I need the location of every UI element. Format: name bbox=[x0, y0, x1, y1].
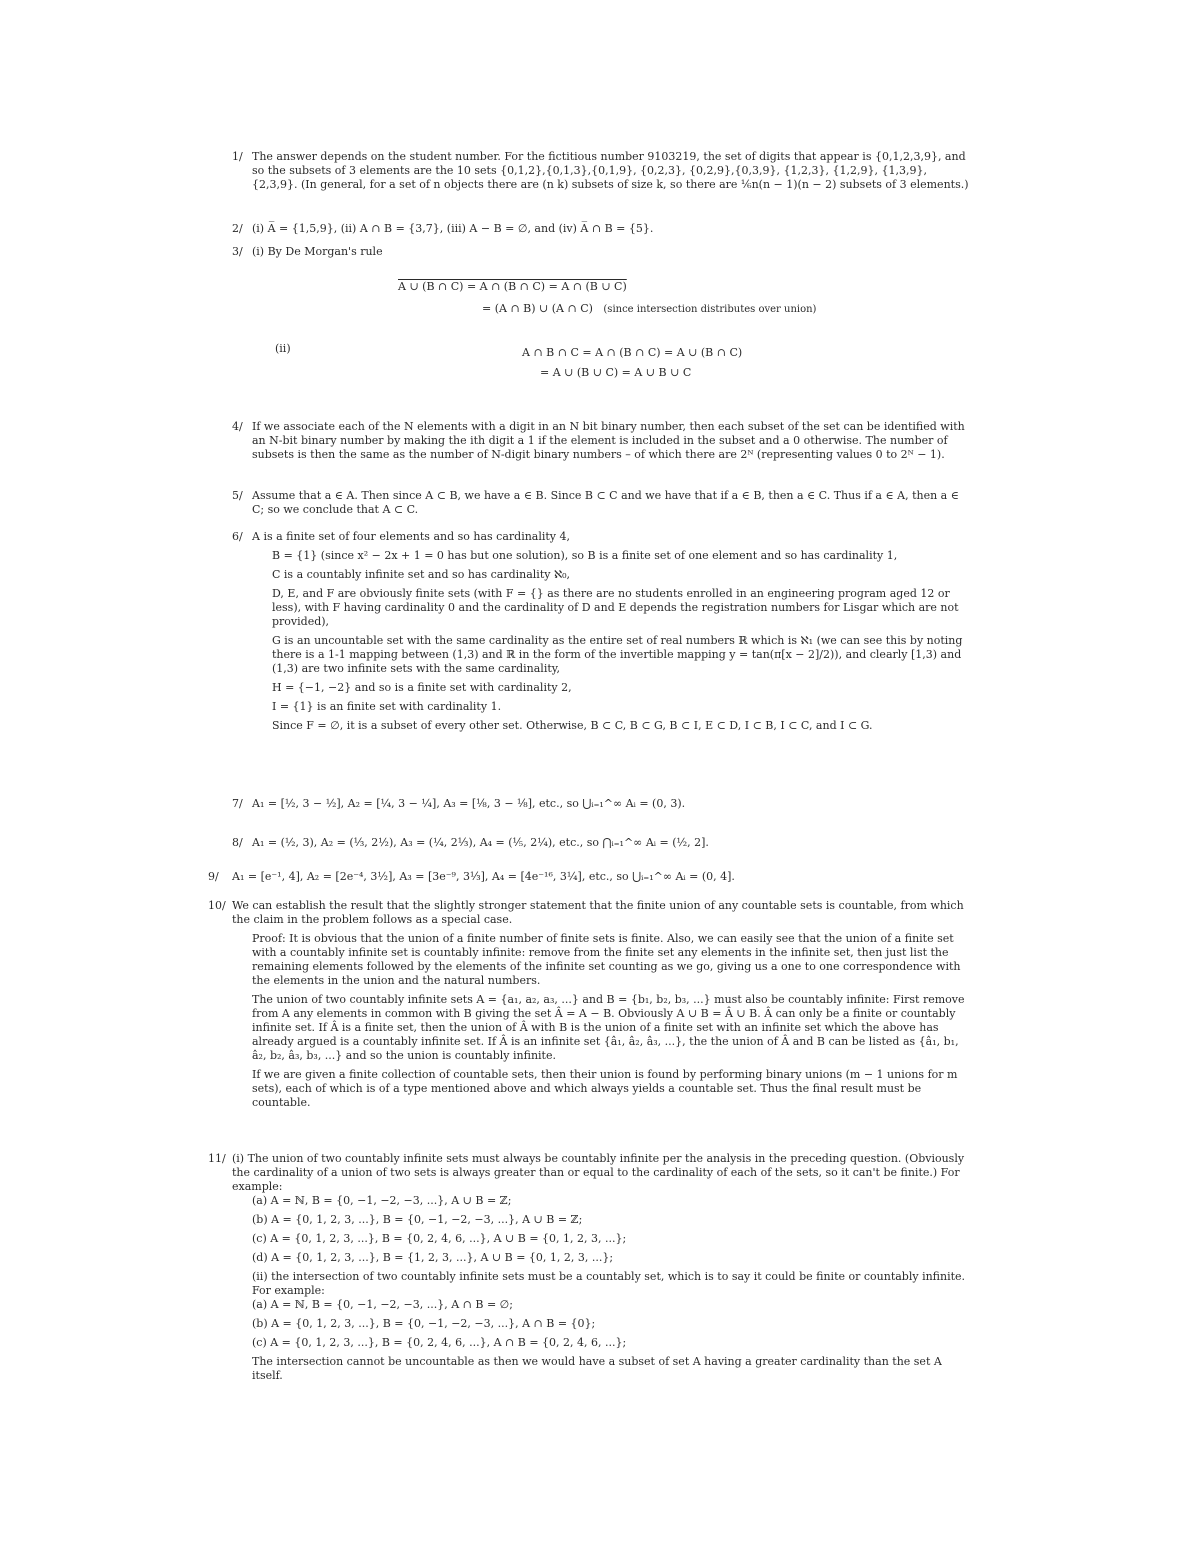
answer-9 bbox=[208, 870, 974, 889]
answer-paragraph: G is an uncountable set with the same cardinality as the entire set of real numbers ℝ which is ℵ₁ (we can see this by noting there is a 1-1 mapping between (1,3) and ℝ in the form of the invertible mapping y = tan(π[x − 2]/2)), and clearly [1,3) and (1,3) are two infinite sets with the same cardinality, bbox=[272, 634, 963, 675]
answer-paragraph: (i) The union of two countably infinite sets must always be countably infinite per the analysis in the preceding question. (Obviously the cardinality of a union of two sets is always greater than or equal to the cardinality of each of the sets, so it can't be finite.) For example: bbox=[232, 1152, 965, 1193]
example-item: (c) A = {0, 1, 2, 3, ...}, B = {0, 2, 4, 6, ...}, A ∪ B = {0, 1, 2, 3, ...}; bbox=[252, 1232, 627, 1245]
example-item: (a) A = ℕ, B = {0, −1, −2, −3, ...}, A ∩ B = ∅; bbox=[252, 1298, 513, 1311]
answer-11 bbox=[208, 1152, 974, 1388]
answer-text: A₁ = [e⁻¹, 4], A₂ = [2e⁻⁴, 3½], A₃ = [3e⁻⁹, 3⅓], A₄ = [4e⁻¹⁶, 3¼], etc., so ⋃ᵢ₌₁^∞ Aᵢ = (0, 4]. bbox=[232, 870, 735, 883]
answer-7 bbox=[232, 797, 974, 816]
answer-6 bbox=[232, 530, 974, 738]
answer-text: A₁ = [½, 3 − ½], A₂ = [¼, 3 − ¼], A₃ = [⅛, 3 − ⅛], etc., so ⋃ᵢ₌₁^∞ Aᵢ = (0, 3). bbox=[252, 797, 686, 810]
answer-number: 10/ bbox=[208, 899, 226, 912]
answer-paragraph: We can establish the result that the slightly stronger statement that the finite union of any countable sets is countable, from which the claim in the problem follows as a special case. bbox=[232, 899, 964, 926]
example-item: (d) A = {0, 1, 2, 3, ...}, B = {1, 2, 3, ...}, A ∪ B = {0, 1, 2, 3, ...}; bbox=[252, 1251, 614, 1264]
answer-number: 1/ bbox=[232, 150, 243, 163]
equation-line: A ∪ (B ∩ C) = A ∩ (B ∩ C) = A ∩ (B ∪ C) bbox=[398, 280, 627, 293]
equation-line: = A ∪ (B ∪ C) = A ∪ B ∪ C bbox=[540, 366, 692, 379]
example-item: (b) A = {0, 1, 2, 3, ...}, B = {0, −1, −2, −3, ...}, A ∪ B = ℤ; bbox=[252, 1213, 583, 1226]
answer-2 bbox=[232, 222, 974, 241]
example-list bbox=[232, 1298, 974, 1350]
equation-line: = (A ∩ B) ∪ (A ∩ C) (since intersection distributes over union) bbox=[482, 302, 817, 315]
answer-text: A₁ = (½, 3), A₂ = (⅓, 2½), A₃ = (¼, 2⅓), A₄ = (⅕, 2¼), etc., so ⋂ᵢ₌₁^∞ Aᵢ = (½, 2]. bbox=[252, 836, 709, 849]
answer-paragraph: D, E, and F are obviously finite sets (with F = {} as there are no students enrolled in an engineering program aged 12 or less), with F having cardinality 0 and the cardinality of D and E depends the registration numbers for Lisgar which are not provided), bbox=[272, 587, 959, 628]
answer-8 bbox=[232, 836, 974, 855]
answer-text: Assume that a ∈ A. Then since A ⊂ B, we have a ∈ B. Since B ⊂ C and we have that if a ∈ B, then a ∈ C. Thus if a ∈ A, then a ∈ C; so we conclude that A ⊂ C. bbox=[252, 489, 959, 516]
answer-number: 9/ bbox=[208, 870, 219, 883]
example-item: (b) A = {0, 1, 2, 3, ...}, B = {0, −1, −2, −3, ...}, A ∩ B = {0}; bbox=[252, 1317, 596, 1330]
answer-1 bbox=[232, 150, 974, 197]
answer-paragraph: A is a finite set of four elements and so has cardinality 4, bbox=[252, 530, 571, 543]
part-label: (ii) bbox=[275, 342, 291, 355]
answer-paragraph: I = {1} is an finite set with cardinality 1. bbox=[272, 700, 502, 713]
answer-paragraph: The intersection cannot be uncountable as then we would have a subset of set A having a greater cardinality than the set A itself. bbox=[252, 1355, 942, 1382]
answer-paragraph: Proof: It is obvious that the union of a finite number of finite sets is finite. Also, we can easily see that the union of a finite set with a countably infinite set is countably infinite: remove from the finite set any elements in the infinite set, then just list the remaining elements followed by the elements of the infinite set counting as we go, giving us a one to one correspondence with the elements in the union and the natural numbers. bbox=[252, 932, 961, 987]
answer-text: If we associate each of the N elements with a digit in an N bit binary number, then each subset of the set can be identified with an N-bit binary number by making the ith digit a 1 if the element is included in the subset and a 0 otherwise. The number of subsets is then the same as the number of N-digit binary numbers – of which there are 2ᴺ (representing values 0 to 2ᴺ − 1). bbox=[252, 420, 965, 461]
answer-paragraph: C is a countably infinite set and so has cardinality ℵ₀, bbox=[272, 568, 571, 581]
answer-text: (i) By De Morgan's rule bbox=[252, 245, 383, 258]
answer-number: 5/ bbox=[232, 489, 243, 502]
answer-text: (i) A̅ = {1,5,9}, (ii) A ∩ B = {3,7}, (iii) A − B = ∅, and (iv) A̅ ∩ B = {5}. bbox=[252, 222, 654, 235]
answer-10 bbox=[208, 899, 974, 1115]
answer-number: 4/ bbox=[232, 420, 243, 433]
answer-5 bbox=[232, 489, 974, 522]
equation-line: A ∩ B ∩ C = A ∩ (B ∩ C) = A ∪ (B ∩ C) bbox=[522, 346, 743, 359]
answer-paragraph: If we are given a finite collection of countable sets, then their union is found by performing binary unions (m − 1 unions for m sets), each of which is of a type mentioned above and which always yields a countable set. Thus the final result must be countable. bbox=[252, 1068, 958, 1109]
answer-number: 6/ bbox=[232, 530, 243, 543]
answer-number: 11/ bbox=[208, 1152, 226, 1165]
answer-number: 7/ bbox=[232, 797, 243, 810]
answer-4 bbox=[232, 420, 974, 467]
example-list bbox=[232, 1194, 974, 1265]
answer-number: 3/ bbox=[232, 245, 243, 258]
answer-paragraph: Since F = ∅, it is a subset of every other set. Otherwise, B ⊂ C, B ⊂ G, B ⊂ I, E ⊂ D, I ⊂ B, I ⊂ C, and I ⊂ G. bbox=[272, 719, 873, 732]
answer-paragraph: B = {1} (since x² − 2x + 1 = 0 has but one solution), so B is a finite set of one element and so has cardinality 1, bbox=[272, 549, 898, 562]
answer-3 bbox=[232, 245, 974, 264]
answer-paragraph: H = {−1, −2} and so is a finite set with cardinality 2, bbox=[272, 681, 572, 694]
example-item: (c) A = {0, 1, 2, 3, ...}, B = {0, 2, 4, 6, ...}, A ∩ B = {0, 2, 4, 6, ...}; bbox=[252, 1336, 627, 1349]
answer-paragraph: (ii) the intersection of two countably infinite sets must be a countably set, which is to say it could be finite or countably infinite. For example: bbox=[252, 1270, 966, 1297]
example-item: (a) A = ℕ, B = {0, −1, −2, −3, ...}, A ∪ B = ℤ; bbox=[252, 1194, 512, 1207]
answer-paragraph: The union of two countably infinite sets A = {a₁, a₂, a₃, ...} and B = {b₁, b₂, b₃, ...} must also be countably infinite: First remove from A any elements in common with B giving the set Â = A − B. Obviously A ∪ B = Â ∪ B. Â can only be a finite or countably infinite set. If Â is a finite set, then the union of Â with B is the union of a finite set with an infinite set which the above has already argued is a countably infinite set. If Â is an infinite set {â₁, â₂, â₃, ...}, the the union of Â and B can be listed as {â₁, b₁, â₂, b₂, â₃, b₃, ...} and so the union is countably infinite. bbox=[252, 993, 965, 1062]
answer-number: 2/ bbox=[232, 222, 243, 235]
answer-number: 8/ bbox=[232, 836, 243, 849]
equation-note: (since intersection distributes over union) bbox=[603, 304, 817, 315]
answer-text: The answer depends on the student number. For the fictitious number 9103219, the set of digits that appear is {0,1,2,3,9}, and so the subsets of 3 elements are the 10 sets {0,1,2},{0,1,3},{0,1,9}, {0,2,3}, {0,2,9},{0,3,9}, {1,2,3}, {1,2,9}, {1,3,9}, {2,3,9}. (In general, for a set of n objects there are (n k) subsets of size k, so there are ⅙n(n − 1)(n − 2) subsets of 3 elements.) bbox=[252, 150, 969, 191]
